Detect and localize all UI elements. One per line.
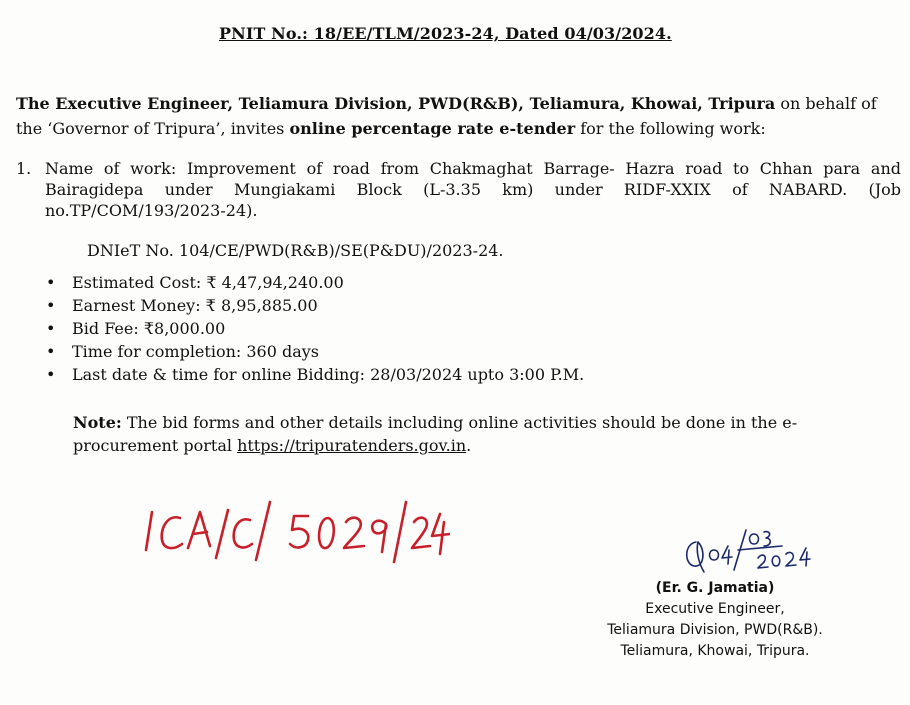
intro-paragraph [16, 91, 901, 141]
signature-with-date [682, 520, 812, 578]
estimated-cost: • Estimated Cost: ₹ 4,47,94,240.00 [45, 271, 584, 294]
work-number: 1. [16, 159, 32, 178]
intro-text-1: on behalf of the ‘Governor of Tripura’, invites [16, 94, 877, 138]
portal-link[interactable]: https://tripuratenders.gov.in [237, 436, 467, 455]
dniet-number: DNIeT No. 104/CE/PWD(R&B)/SE(P&DU)/2023-24. [87, 241, 504, 260]
issuing-authority: The Executive Engineer, Teliamura Division, PWD(R&B), Teliamura, Khowai, Tripura [16, 94, 776, 113]
signatory-block [580, 578, 850, 662]
bid-fee: • Bid Fee: ₹8,000.00 [45, 317, 584, 340]
intro-text-2: for the following work: [575, 119, 766, 138]
signatory-location: Teliamura, Khowai, Tripura. [620, 643, 810, 659]
note-label: Note: [73, 413, 122, 432]
time-for-completion: • Time for completion: 360 days [45, 340, 584, 363]
work-name: Name of work: Improvement of road from Chakmaghat Barrage- Hazra road to Chhan para and Bairagidepa under Mungiakami Block (L-3.35 km) under RIDF-XXIX of NABARD. (Job no.TP/COM/193/2023-24). [45, 159, 901, 220]
tender-details-list [45, 271, 584, 386]
last-bidding-date: • Last date & time for online Bidding: 28/03/2024 upto 3:00 P.M. [45, 363, 584, 386]
pnit-number: PNIT No.: 18/EE/TLM/2023-24, Dated 04/03/2024. [219, 24, 672, 43]
note-paragraph [73, 411, 873, 457]
earnest-money: • Earnest Money: ₹ 8,95,885.00 [45, 294, 584, 317]
tender-type: online percentage rate e-tender [289, 119, 576, 138]
note-text: The bid forms and other details including online activities should be done in the e-procurement portal [73, 413, 798, 455]
work-item [16, 158, 901, 221]
signatory-name: (Er. G. Jamatia) [655, 580, 775, 596]
signatory-designation: Executive Engineer, [645, 601, 785, 617]
handwritten-reference [110, 488, 450, 568]
signatory-division: Teliamura Division, PWD(R&B). [607, 622, 823, 638]
note-end: . [466, 436, 472, 455]
